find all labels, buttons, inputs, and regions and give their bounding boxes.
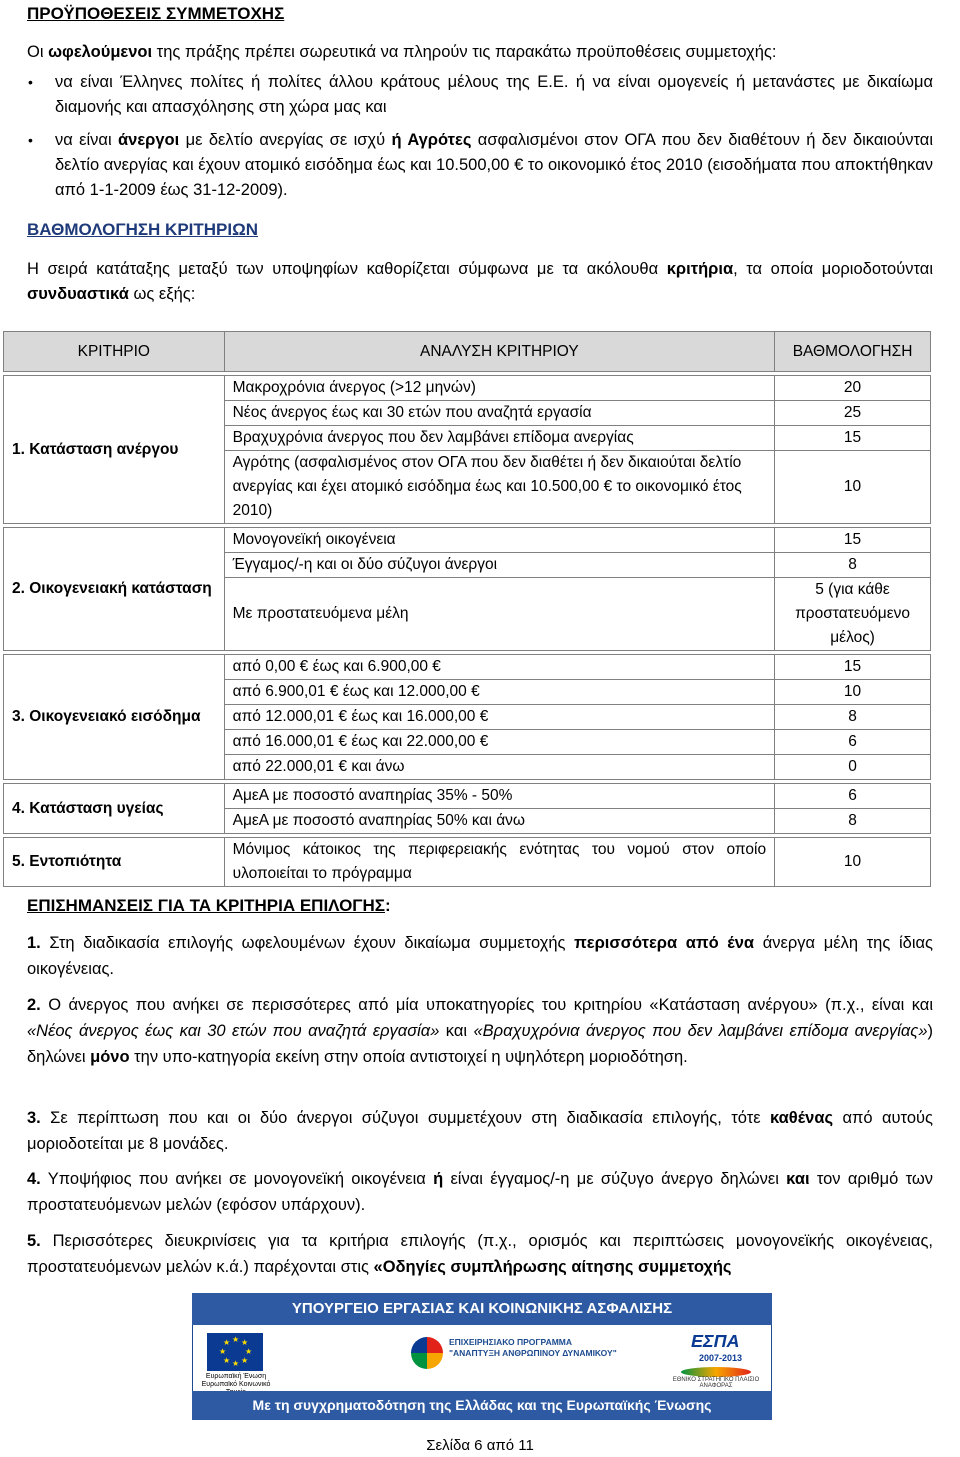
- criterion-description: ΑμεΑ με ποσοστό αναπηρίας 50% και άνω: [224, 809, 774, 834]
- criterion-score: 10: [775, 451, 931, 524]
- table-header-row: [4, 332, 931, 372]
- notes-heading: ΕΠΙΣΗΜΑΝΣΕΙΣ ΓΙΑ ΤΑ ΚΡΙΤΗΡΙΑ ΕΠΙΛΟΓΗΣ:: [27, 896, 391, 915]
- operational-programme-text: ΕΠΙΧΕΙΡΗΣΙΑΚΟ ΠΡΟΓΡΑΜΜΑ "ΑΝΑΠΤΥΞΗ ΑΝΘΡΩΠΙΝΟΥ ΔΥΝΑΜΙΚΟΥ": [449, 1337, 617, 1358]
- criterion-description: Βραχυχρόνια άνεργος που δεν λαμβάνει επίδομα ανεργίας: [224, 426, 774, 451]
- criterion-score: 15: [775, 528, 931, 553]
- condition-item-citizenship: • να είναι Έλληνες πολίτες ή πολίτες άλλου κράτους μέλους της Ε.Ε. ή να είναι ομογενείς ή μετανάστες με δικαίωμα διαμονής και απασχόλησης στη χώρα μας και: [27, 70, 933, 120]
- page-number: Σελίδα 6 από 11: [426, 1437, 534, 1454]
- criterion-score: 10: [775, 680, 931, 705]
- criterion-description: Αγρότης (ασφαλισμένος στον ΟΓΑ που δεν διαθέτει ή δεν δικαιούται δελτίο ανεργίας και έχει ατομικό εισόδημα έως και 10.500,00 € το οικονομικό έτος 2010): [224, 451, 774, 524]
- criterion-category: 4. Κατάσταση υγείας: [4, 784, 225, 834]
- criterion-category: 5. Εντοπιότητα: [4, 838, 225, 887]
- criterion-score: 0: [775, 755, 931, 780]
- note-1: 1. Στη διαδικασία επιλογής ωφελουμένων έχουν δικαίωμα συμμετοχής περισσότερα από ένα άνεργα μέλη της ίδιας οικογένειας.: [27, 934, 933, 978]
- espa-logo-icon: ΕΣΠΑ 2007-2013 ΕΘΝΙΚΟ ΣΤΡΑΤΗΓΙΚΟ ΠΛΑΙΣΙΟ ΑΝΑΦΟΡΑΣ: [672, 1331, 760, 1389]
- ministry-title: ΥΠΟΥΡΓΕΙΟ ΕΡΓΑΣΙΑΣ ΚΑΙ ΚΟΙΝΩΝΙΚΗΣ ΑΣΦΑΛΙΣΗΣ: [192, 1293, 772, 1325]
- criterion-score: 8: [775, 553, 931, 578]
- table-row: [4, 655, 931, 680]
- eu-caption: Ευρωπαϊκή Ένωση Ευρωπαϊκό Κοινωνικό: [201, 1373, 271, 1388]
- criterion-description: Έγγαμος/-η και οι δύο σύζυγοι άνεργοι: [224, 553, 774, 578]
- criterion-category: 1. Κατάσταση ανέργου: [4, 376, 225, 524]
- note-2: 2. Ο άνεργος που ανήκει σε περισσότερες από μία υποκατηγορίες του κριτηρίου «Κατάσταση ανέργου» (π.χ., είναι και «Νέος άνεργος έως και 30 ετών που αναζητά εργασία» και «Βραχυχρόνια άνεργος που δεν λαμβάνει επίδομα ανεργίας») δηλώνει μόνο την υπο-κατηγορία εκείνη στην οποία αντιστοιχεί η υψηλότερη μοριοδότηση.: [27, 996, 934, 1066]
- criterion-description: από 12.000,01 € έως και 16.000,00 €: [224, 705, 774, 730]
- scoring-heading: ΒΑΘΜΟΛΟΓΗΣΗ ΚΡΙΤΗΡΙΩΝ: [27, 220, 259, 239]
- cofunding-statement: Με τη συγχρηματοδότηση της Ελλάδας και της Ευρωπαϊκής Ένωσης: [192, 1391, 772, 1420]
- criterion-score: 6: [775, 730, 931, 755]
- criterion-score: 25: [775, 401, 931, 426]
- intro-paragraph: Οι ωφελούμενοι της πράξης πρέπει σωρευτικά να πληρούν τις παρακάτω προϋποθέσεις συμμετοχής:: [27, 43, 777, 61]
- criterion-description: από 22.000,01 € και άνω: [224, 755, 774, 780]
- criterion-score: 8: [775, 705, 931, 730]
- criterion-score: 10: [775, 838, 931, 887]
- criterion-description: Νέος άνεργος έως και 30 ετών που αναζητά εργασία: [224, 401, 774, 426]
- header-score: ΒΑΘΜΟΛΟΓΗΣΗ: [775, 332, 931, 372]
- table-row: [4, 376, 931, 401]
- criterion-description: Μονογονεϊκή οικογένεια: [224, 528, 774, 553]
- eu-flag-icon: ★ ★ ★ ★ ★ ★ ★ ★: [207, 1333, 263, 1371]
- criterion-description: από 0,00 € έως και 6.900,00 €: [224, 655, 774, 680]
- operational-programme-logo-icon: [411, 1337, 443, 1369]
- ranking-paragraph: Η σειρά κατάταξης μεταξύ των υποψηφίων καθορίζεται σύμφωνα με τα ακόλουθα κριτήρια, τα οποία μοριοδοτούνται συνδυαστικά ως εξής:: [27, 260, 933, 303]
- criterion-score: 15: [775, 426, 931, 451]
- criterion-description: από 6.900,01 € έως και 12.000,00 €: [224, 680, 774, 705]
- criterion-score: 8: [775, 809, 931, 834]
- criterion-description: από 16.000,01 € έως και 22.000,00 €: [224, 730, 774, 755]
- criterion-score: 15: [775, 655, 931, 680]
- criterion-category: 2. Οικογενειακή κατάσταση: [4, 528, 225, 651]
- criterion-description: ΑμεΑ με ποσοστό αναπηρίας 35% - 50%: [224, 784, 774, 809]
- criteria-table: [3, 331, 931, 887]
- note-3: 3. Σε περίπτωση που και οι δύο άνεργοι σύζυγοι συμμετέχουν στη διαδικασία επιλογής, τότε καθένας από αυτούς μοριοδοτείται με 8 μονάδες.: [27, 1109, 933, 1153]
- table-row: [4, 838, 931, 887]
- header-analysis: ΑΝΑΛΥΣΗ ΚΡΙΤΗΡΙΟΥ: [224, 332, 774, 372]
- cofunding-banner: [192, 1293, 772, 1420]
- criterion-score: 20: [775, 376, 931, 401]
- condition-item-unemployed: • να είναι άνεργοι με δελτίο ανεργίας σε ισχύ ή Αγρότες ασφαλισμένοι στον ΟΓΑ που δεν διαθέτουν ή δεν δικαιούνται δελτίο ανεργίας και έχουν ατομικό εισόδημα έως και 10.500,00 € το οικονομικό έτος 2010 (εισοδήματα που αποκτήθηκαν από 1-1-2009 έως 31-12-2009).: [27, 128, 933, 203]
- criterion-description: Μόνιμος κάτοικος της περιφερειακής ενότητας του νομού στον οποίο υλοποιείται το πρόγραμμα: [224, 838, 774, 887]
- table-row: [4, 528, 931, 553]
- criterion-score: 6: [775, 784, 931, 809]
- criterion-description: Με προστατευόμενα μέλη: [224, 578, 774, 651]
- table-row: [4, 784, 931, 809]
- criterion-category: 3. Οικογενειακό εισόδημα: [4, 655, 225, 780]
- conditions-heading: ΠΡΟΫΠΟΘΕΣΕΙΣ ΣΥΜΜΕΤΟΧΗΣ: [27, 4, 285, 23]
- criterion-description: Μακροχρόνια άνεργος (>12 μηνών): [224, 376, 774, 401]
- conditions-list: [27, 70, 933, 203]
- logos-strip: [192, 1325, 772, 1391]
- header-criterion: ΚΡΙΤΗΡΙΟ: [4, 332, 225, 372]
- criterion-score: 5 (για κάθε προστατευόμενο μέλος): [775, 578, 931, 651]
- note-4: 4. Υποψήφιος που ανήκει σε μονογονεϊκή οικογένεια ή είναι έγγαμος/-η με σύζυγο άνεργο δηλώνει και τον αριθμό των προστατευόμενων μελών (εφόσον υπάρχουν).: [27, 1170, 933, 1214]
- note-5: 5. Περισσότερες διευκρινίσεις για τα κριτήρια επιλογής (π.χ., ορισμός και περιπτώσεις μονογονεϊκής οικογένειας, προστατευόμενων μελών κ.ά.) παρέχονται στις «Οδηγίες συμπλήρωσης αίτησης συμμετοχής: [27, 1232, 933, 1276]
